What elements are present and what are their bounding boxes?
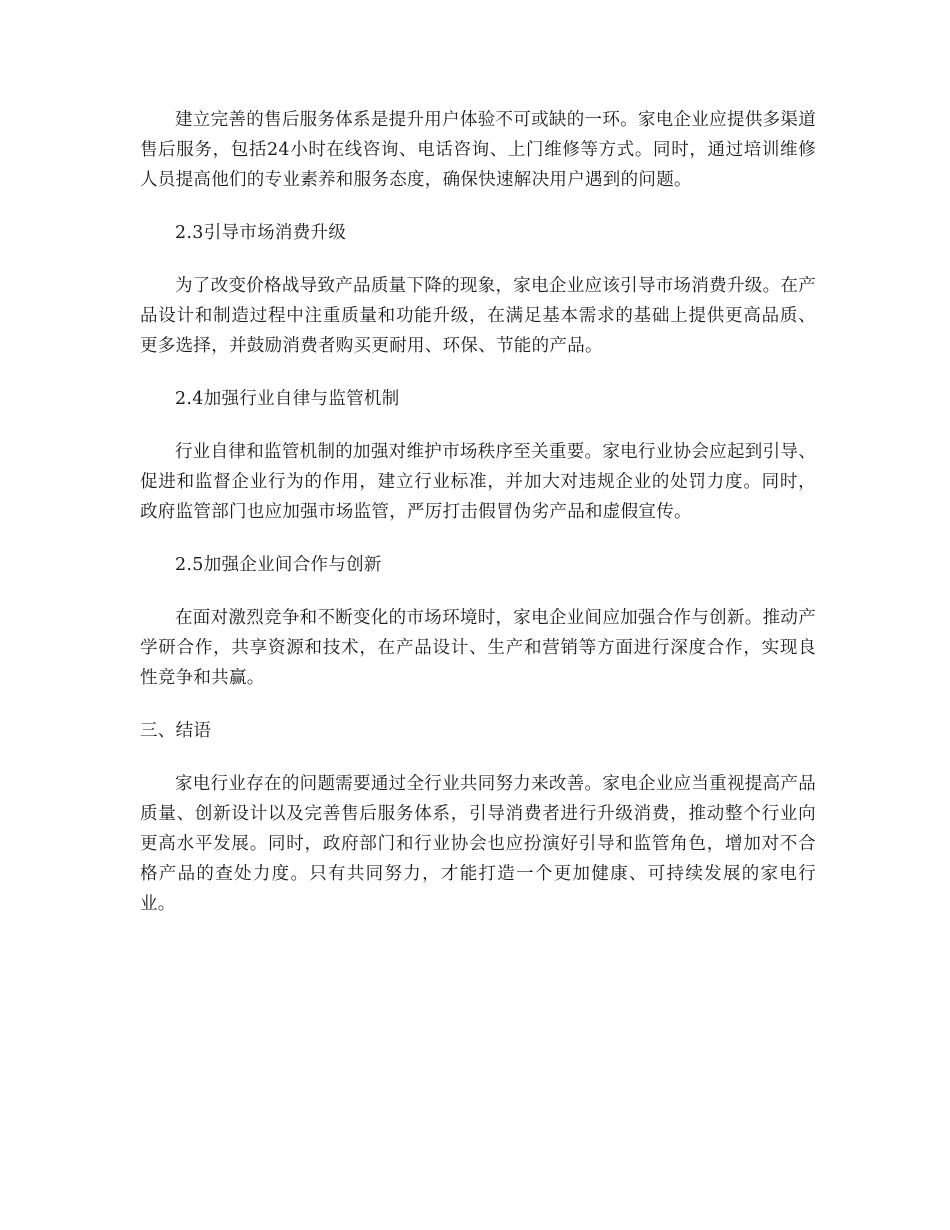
paragraph-consumption-upgrade: 为了改变价格战导致产品质量下降的现象，家电企业应该引导市场消费升级。在产品设计和制造过程中注重质量和功能升级，在满足基本需求的基础上提供更高品质、更多选择，并鼓励消费者购买更耐用、环保、节能的产品。 (140, 276, 816, 356)
paragraph-after-sales-service: 建立完善的售后服务体系是提升用户体验不可或缺的一环。家电企业应提供多渠道售后服务，包括24小时在线咨询、电话咨询、上门维修等方式。同时，通过培训维修人员提高他们的专业素养和服务态度，确保快速解决用户遇到的问题。 (140, 110, 816, 190)
paragraph-conclusion: 家电行业存在的问题需要通过全行业共同努力来改善。家电企业应当重视提高产品质量、创新设计以及完善售后服务体系，引导消费者进行升级消费，推动整个行业向更高水平发展。同时，政府部门和行业协会也应扮演好引导和监管角色，增加对不合格产品的查处力度。只有共同努力，才能打造一个更加健康、可持续发展的家电行业。 (140, 774, 816, 914)
paragraph-industry-regulation: 行业自律和监管机制的加强对维护市场秩序至关重要。家电行业协会应起到引导、促进和监督企业行为的作用，建立行业标准，并加大对违规企业的处罚力度。同时，政府监管部门也应加强市场监管，严厉打击假冒伪劣产品和虚假宣传。 (140, 442, 816, 522)
section-heading-2-3: 2.3引导市场消费升级 (175, 223, 347, 243)
document-body (140, 105, 816, 942)
section-heading-2-5: 2.5加强企业间合作与创新 (175, 555, 382, 575)
section-heading-conclusion: 三、结语 (140, 721, 212, 741)
section-heading-2-4: 2.4加强行业自律与监管机制 (175, 389, 400, 409)
paragraph-cooperation-innovation: 在面对激烈竞争和不断变化的市场环境时，家电企业间应加强合作与创新。推动产学研合作，共享资源和技术，在产品设计、生产和营销等方面进行深度合作，实现良性竞争和共赢。 (140, 608, 816, 688)
